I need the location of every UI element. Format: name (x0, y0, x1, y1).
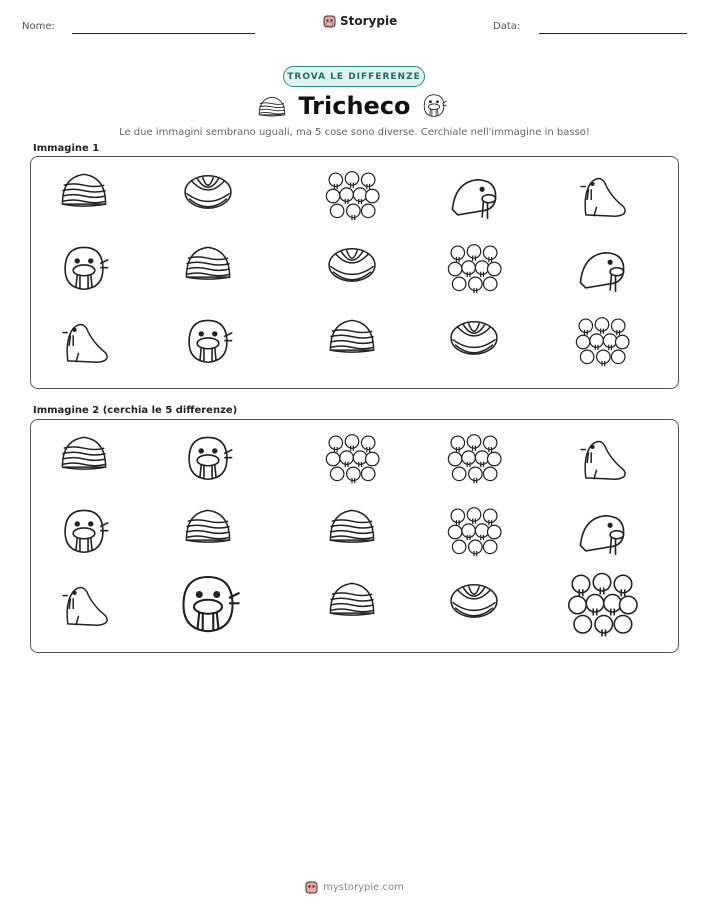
brand-name: Storypie (340, 14, 398, 28)
walrus-herd-icon[interactable] (443, 505, 505, 559)
storypie-mascot-icon (323, 14, 336, 28)
name-line[interactable] (72, 33, 255, 34)
brand-logo (323, 14, 397, 28)
walrus-profile-icon[interactable] (571, 242, 633, 296)
walrus-face-large-icon[interactable] (166, 570, 250, 640)
clam-icon[interactable] (177, 169, 239, 223)
section-label-image2: Immagine 2 (cerchia le 5 differenze) (33, 405, 238, 416)
walrus-sitting-icon[interactable] (571, 432, 633, 486)
layers-icon[interactable] (321, 315, 383, 369)
layers-icon[interactable] (53, 432, 115, 486)
layers-icon[interactable] (321, 505, 383, 559)
walrus-profile-icon[interactable] (571, 505, 633, 559)
walrus-herd-icon[interactable] (321, 169, 383, 223)
walrus-profile-icon[interactable] (443, 169, 505, 223)
walrus-face-icon[interactable] (177, 315, 239, 369)
walrus-face-icon[interactable] (177, 432, 239, 486)
footer (0, 880, 709, 894)
page-title: Tricheco (298, 92, 411, 120)
clam-icon[interactable] (443, 578, 505, 632)
date-line[interactable] (539, 33, 687, 34)
date-label: Data: (493, 21, 521, 32)
layers-icon[interactable] (321, 578, 383, 632)
image2-panel[interactable] (30, 419, 679, 653)
footer-mascot-icon (305, 880, 318, 894)
walrus-herd-icon[interactable] (321, 432, 383, 486)
layers-icon[interactable] (53, 169, 115, 223)
walrus-sitting-icon[interactable] (571, 169, 633, 223)
clam-icon[interactable] (443, 315, 505, 369)
walrus-herd-icon[interactable] (443, 432, 505, 486)
walrus-face-icon[interactable] (53, 505, 115, 559)
walrus-herd-icon[interactable] (443, 242, 505, 296)
walrus-face-icon[interactable] (53, 242, 115, 296)
footer-url: mystorypie.com (323, 881, 404, 893)
walrus-sitting-icon[interactable] (53, 578, 115, 632)
badge-find-differences: TROVA LE DIFFERENZE (283, 66, 425, 87)
walrus-herd-icon[interactable] (571, 315, 633, 369)
instructions: Le due immagini sembrano uguali, ma 5 cose sono diverse. Cerchiale nell'immagine in basso! (119, 127, 590, 138)
section-label-image1: Immagine 1 (33, 143, 100, 154)
image1-panel (30, 156, 679, 389)
clam-icon[interactable] (321, 242, 383, 296)
title-walrus-icon (420, 91, 448, 121)
layers-icon[interactable] (177, 242, 239, 296)
walrus-herd-large-icon[interactable] (560, 570, 644, 640)
walrus-sitting-icon[interactable] (53, 315, 115, 369)
name-label: Nome: (22, 21, 55, 32)
layers-icon[interactable] (177, 505, 239, 559)
